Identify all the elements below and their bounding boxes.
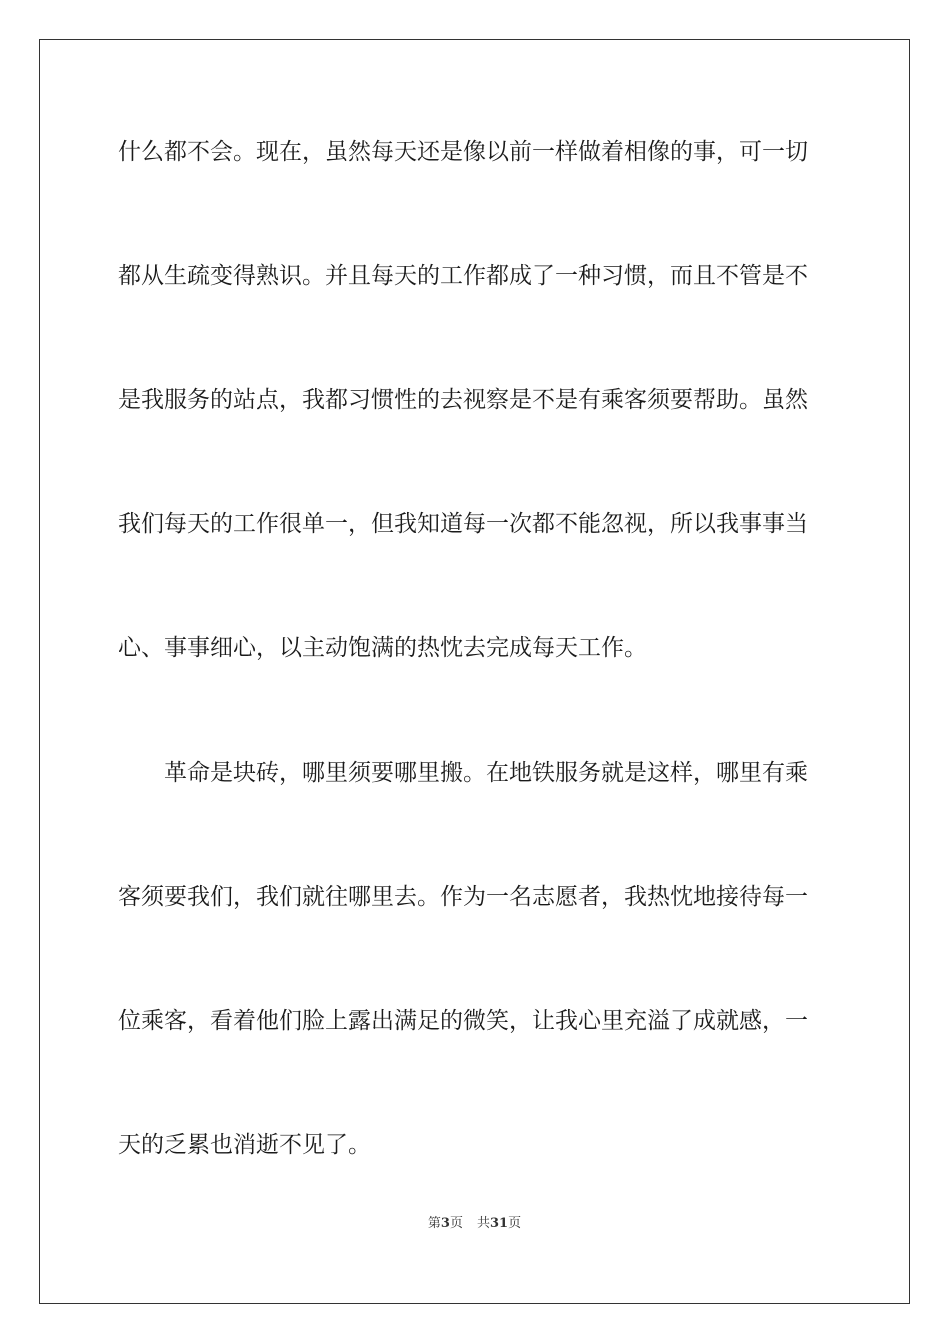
paragraph-line-1: 什么都不会。现在，虽然每天还是像以前一样做着相像的事，可一切 xyxy=(118,139,808,165)
paragraph-line-8: 位乘客，看着他们脸上露出满足的微笑，让我心里充溢了成就感，一 xyxy=(118,1008,808,1034)
paragraph-line-3: 是我服务的站点，我都习惯性的去视察是不是有乘客须要帮助。虽然 xyxy=(118,387,808,413)
paragraph-line-9: 天的乏累也消逝不见了。 xyxy=(118,1132,371,1158)
footer-page-number: 3 xyxy=(440,1216,450,1231)
paragraph-line-2: 都从生疏变得熟识。并且每天的工作都成了一种习惯，而且不管是不 xyxy=(118,263,808,289)
paragraph-line-7: 客须要我们，我们就往哪里去。作为一名志愿者，我热忱地接待每一 xyxy=(118,884,808,910)
paragraph-line-6: 革命是块砖，哪里须要哪里搬。在地铁服务就是这样，哪里有乘 xyxy=(164,760,808,786)
paragraph-line-5: 心、事事细心，以主动饱满的热忱去完成每天工作。 xyxy=(118,635,647,661)
document-page xyxy=(39,39,910,1304)
footer-total-prefix: 共 xyxy=(476,1216,490,1231)
footer-page-prefix: 第 xyxy=(427,1216,441,1231)
paragraph-line-4: 我们每天的工作很单一，但我知道每一次都不能忽视，所以我事事当 xyxy=(118,511,808,537)
footer-total-suffix: 页 xyxy=(508,1216,522,1231)
footer-page-suffix: 页 xyxy=(449,1216,463,1231)
page-footer xyxy=(40,1212,909,1231)
footer-total-pages: 31 xyxy=(489,1216,509,1231)
